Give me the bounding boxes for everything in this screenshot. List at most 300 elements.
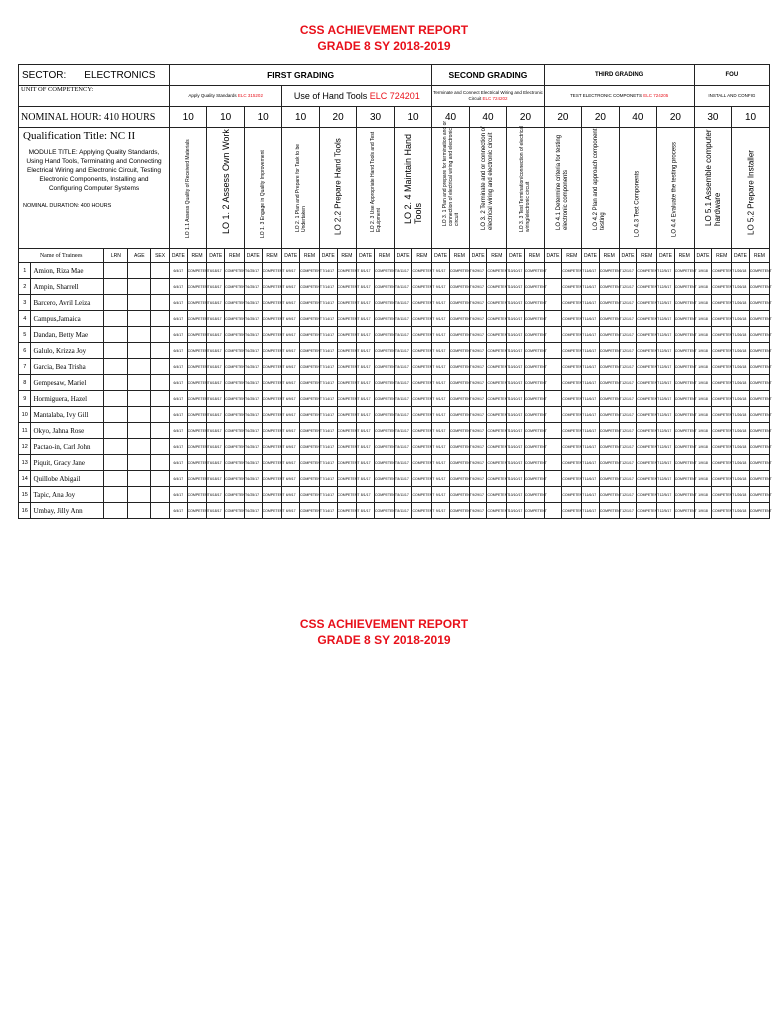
date-cell: 8/11/17 [394, 311, 412, 327]
sex-cell [151, 391, 170, 407]
rem-column-header: REM [524, 249, 544, 263]
date-cell: 6/25/17 [244, 503, 262, 519]
remark-cell: COMPETENT [262, 327, 282, 343]
date-cell: 11/6/17 [582, 471, 600, 487]
date-cell: 7/14/17 [319, 455, 337, 471]
remark-cell: COMPETENT [599, 279, 619, 295]
learning-outcome-label: LO 1. 2 Assess Own Work [220, 129, 231, 234]
report-subtitle: GRADE 8 SY 2018-2019 [317, 39, 451, 53]
remark-cell: COMPETENT [449, 263, 469, 279]
date-cell: 9/1/17 [432, 279, 450, 295]
date-cell: 1/9/18 [694, 455, 712, 471]
remark-cell: COMPETENT [449, 471, 469, 487]
learning-outcome-label: LO 1.1 Assess Quality of Received Materials [185, 139, 192, 238]
remark-cell: COMPETENT [375, 263, 395, 279]
remark-cell: COMPETENT [187, 279, 207, 295]
date-cell: 6/9/17 [282, 343, 300, 359]
date-cell: 10/10/17 [507, 439, 525, 455]
trainee-row [19, 295, 770, 311]
sector-value: ELECTRONICS [84, 69, 156, 81]
remark-cell: COMPETENT [487, 343, 507, 359]
remark-cell: COMPETENT [300, 471, 320, 487]
remark-cell: COMPETENT [599, 311, 619, 327]
trainee-row [19, 375, 770, 391]
remark-cell: COMPETENT [524, 375, 544, 391]
date-cell: 8/11/17 [394, 471, 412, 487]
remark-cell: COMPETENT [599, 327, 619, 343]
remark-cell: COMPETENT [562, 471, 582, 487]
remark-cell: COMPETENT [712, 359, 732, 375]
remark-cell: COMPETENT [225, 263, 245, 279]
date-cell: 1/9/18 [694, 391, 712, 407]
remark-cell: COMPETENT [337, 375, 357, 391]
trainee-name: Galulo, Krizza Joy [31, 343, 104, 359]
date-column-header: DATE [507, 249, 525, 263]
rem-column-header: REM [225, 249, 245, 263]
lrn-cell [104, 311, 128, 327]
date-cell: 1/9/18 [694, 423, 712, 439]
nominal-hours-value: 10 [169, 107, 206, 128]
date-cell: 12/5/17 [657, 359, 675, 375]
date-cell: 6/25/17 [244, 295, 262, 311]
date-cell: 10/10/17 [507, 487, 525, 503]
date-cell: 1/26/18 [732, 455, 750, 471]
date-cell: 6/4/17 [169, 263, 187, 279]
sex-cell [151, 279, 170, 295]
date-cell: 6/9/17 [282, 487, 300, 503]
remark-cell: COMPETENT [300, 327, 320, 343]
remark-cell: COMPETENT [749, 455, 769, 471]
date-cell: 6/9/17 [282, 295, 300, 311]
remark-cell: COMPETENT [674, 295, 694, 311]
date-cell: 12/1/17 [619, 423, 637, 439]
date-column-header: DATE [544, 249, 562, 263]
trainee-row [19, 263, 770, 279]
date-cell: 8/11/17 [394, 343, 412, 359]
remark-cell: COMPETENT [524, 295, 544, 311]
date-cell: 7/14/17 [319, 391, 337, 407]
remark-cell: COMPETENT [599, 359, 619, 375]
remark-cell: COMPETENT [637, 279, 657, 295]
date-column-header: DATE [207, 249, 225, 263]
sex-cell [151, 359, 170, 375]
unit-install-configure [694, 86, 769, 107]
achievement-table [18, 64, 770, 519]
date-cell: 8/11/17 [394, 263, 412, 279]
date-cell: 6/18/17 [207, 359, 225, 375]
remark-cell: COMPETENT [337, 311, 357, 327]
unit-hand-tools [282, 86, 432, 107]
date-cell: 1/9/18 [694, 311, 712, 327]
rem-column-header: REM [375, 249, 395, 263]
remark-cell: COMPETENT [449, 327, 469, 343]
date-cell: 6/25/17 [244, 487, 262, 503]
remark-cell: COMPETENT [562, 295, 582, 311]
remark-cell: COMPETENT [187, 359, 207, 375]
trainee-name: Umbay, Jilly Ann [31, 503, 104, 519]
remark-cell: COMPETENT [449, 455, 469, 471]
date-cell: 8/11/17 [394, 407, 412, 423]
remark-cell: COMPETENT [337, 487, 357, 503]
remark-cell: COMPETENT [187, 263, 207, 279]
trainee-row [19, 503, 770, 519]
date-cell: 8/1/17 [357, 263, 375, 279]
remark-cell: COMPETENT [262, 359, 282, 375]
remark-cell: COMPETENT [225, 503, 245, 519]
trainee-name: Mantalaba, Ivy Gill [31, 407, 104, 423]
nominal-hours-value: 20 [582, 107, 619, 128]
row-number: 16 [19, 503, 31, 519]
date-cell: 6/25/17 [244, 327, 262, 343]
learning-outcome-header [694, 128, 731, 249]
date-cell: 12/5/17 [657, 503, 675, 519]
remark-cell: COMPETENT [674, 263, 694, 279]
remark-cell: COMPETENT [375, 375, 395, 391]
trainee-name: Amion, Riza Mae [31, 263, 104, 279]
remark-cell: COMPETENT [337, 439, 357, 455]
date-cell: 1/9/18 [694, 343, 712, 359]
remark-cell: COMPETENT [187, 407, 207, 423]
date-cell: 6/9/17 [282, 439, 300, 455]
remark-cell: COMPETENT [449, 407, 469, 423]
remark-cell: COMPETENT [599, 471, 619, 487]
remark-cell: COMPETENT [449, 295, 469, 311]
remark-cell: COMPETENT [187, 503, 207, 519]
date-cell: 6/4/17 [169, 439, 187, 455]
date-cell: 6/18/17 [207, 471, 225, 487]
date-cell: 10/10/17 [507, 311, 525, 327]
date-cell: 11/6/17 [582, 279, 600, 295]
date-cell: 7/14/17 [319, 327, 337, 343]
date-cell: 10/10/17 [507, 359, 525, 375]
learning-outcome-header [619, 128, 656, 249]
date-cell: 11/6/17 [582, 359, 600, 375]
date-cell: 8/11/17 [394, 503, 412, 519]
remark-cell: COMPETENT [225, 343, 245, 359]
remark-cell: COMPETENT [712, 263, 732, 279]
remark-cell: COMPETENT [262, 391, 282, 407]
date-cell: 9/1/17 [432, 295, 450, 311]
remark-cell: COMPETENT [487, 279, 507, 295]
remark-cell: COMPETENT [599, 343, 619, 359]
date-cell: 8/11/17 [394, 279, 412, 295]
date-cell: 12/1/17 [619, 487, 637, 503]
date-cell: 6/25/17 [244, 455, 262, 471]
date-cell: 6/18/17 [207, 263, 225, 279]
date-cell: 12/1/17 [619, 375, 637, 391]
date-cell: 6/18/17 [207, 343, 225, 359]
date-cell: 12/5/17 [657, 407, 675, 423]
fourth-grading-header: FOU [694, 65, 769, 86]
trainee-name: Okyo, Jahna Rose [31, 423, 104, 439]
remark-cell: COMPETENT [262, 375, 282, 391]
date-cell: 9/1/17 [432, 423, 450, 439]
date-column-header: DATE [732, 249, 750, 263]
date-cell: 9/29/17 [469, 487, 487, 503]
date-cell: 11/6/17 [582, 263, 600, 279]
lrn-cell [104, 327, 128, 343]
remark-cell: COMPETENT [449, 439, 469, 455]
remark-cell: COMPETENT [375, 343, 395, 359]
remark-cell: COMPETENT [300, 503, 320, 519]
nominal-hours-value: 30 [694, 107, 731, 128]
qualification-title: Qualification Title: NC II [23, 130, 136, 142]
date-cell: 8/1/17 [357, 375, 375, 391]
lrn-cell [104, 343, 128, 359]
remark-cell: COMPETENT [412, 263, 432, 279]
date-column-header: DATE [657, 249, 675, 263]
remark-cell: COMPETENT [674, 503, 694, 519]
date-cell: 7/14/17 [319, 295, 337, 311]
remark-cell: COMPETENT [225, 455, 245, 471]
remark-cell: COMPETENT [749, 327, 769, 343]
remark-cell: COMPETENT [225, 487, 245, 503]
remark-cell: COMPETENT [262, 343, 282, 359]
remark-cell: COMPETENT [337, 295, 357, 311]
sex-cell [151, 423, 170, 439]
trainee-row [19, 359, 770, 375]
date-column-header: DATE [244, 249, 262, 263]
date-cell: 9/29/17 [469, 407, 487, 423]
remark-cell: COMPETENT [712, 487, 732, 503]
remark-cell: COMPETENT [449, 391, 469, 407]
remark-cell: COMPETENT [225, 279, 245, 295]
remark-cell: COMPETENT [300, 407, 320, 423]
remark-cell: COMPETENT [262, 487, 282, 503]
trainee-name: Gempesaw, Mariel [31, 375, 104, 391]
unit-code: ELC 315202 [237, 93, 263, 98]
date-cell: 6/9/17 [282, 423, 300, 439]
report-title: CSS ACHIEVEMENT REPORT [299, 23, 469, 37]
remark-cell: COMPETENT [412, 407, 432, 423]
remark-cell: COMPETENT [749, 439, 769, 455]
remark-cell: COMPETENT [225, 359, 245, 375]
date-cell: 9/29/17 [469, 439, 487, 455]
remark-cell: COMPETENT [637, 423, 657, 439]
remark-cell: COMPETENT [524, 311, 544, 327]
date-cell: 10/10/17 [507, 455, 525, 471]
date-cell: 6/18/17 [207, 295, 225, 311]
trainee-row [19, 471, 770, 487]
date-cell: 11/6/17 [582, 487, 600, 503]
unit-text: INSTALL AND CONFIG [708, 93, 756, 98]
date-cell: 6/9/17 [282, 375, 300, 391]
date-cell: 6/9/17 [282, 311, 300, 327]
date-cell: 7/14/17 [319, 407, 337, 423]
age-cell [128, 391, 151, 407]
remark-cell: COMPETENT [562, 439, 582, 455]
remark-cell: COMPETENT [712, 423, 732, 439]
date-cell: 9/29/17 [469, 279, 487, 295]
rem-column-header: REM [449, 249, 469, 263]
remark-cell: COMPETENT [749, 279, 769, 295]
rem-column-header: REM [562, 249, 582, 263]
remark-cell: COMPETENT [712, 375, 732, 391]
remark-cell: COMPETENT [599, 375, 619, 391]
remark-cell: COMPETENT [712, 311, 732, 327]
remark-cell: COMPETENT [562, 423, 582, 439]
remark-cell: COMPETENT [599, 439, 619, 455]
trainee-row [19, 423, 770, 439]
remark-cell: COMPETENT [337, 407, 357, 423]
row-number: 5 [19, 327, 31, 343]
date-cell: 8/1/17 [357, 439, 375, 455]
trainee-name: Quillobe Abigail [31, 471, 104, 487]
remark-cell: COMPETENT [225, 327, 245, 343]
date-cell: 11/6/17 [582, 391, 600, 407]
date-cell: 7/14/17 [319, 263, 337, 279]
remark-cell: COMPETENT [712, 391, 732, 407]
row-number: 8 [19, 375, 31, 391]
learning-outcome-header [207, 128, 244, 249]
learning-outcome-header [169, 128, 206, 249]
date-cell: 10/10/17 [507, 295, 525, 311]
date-cell: 11/6/17 [582, 375, 600, 391]
remark-cell: COMPETENT [637, 327, 657, 343]
remark-cell: COMPETENT [674, 343, 694, 359]
remark-cell: COMPETENT [375, 455, 395, 471]
remark-cell: COMPETENT [187, 311, 207, 327]
remark-cell: COMPETENT [187, 391, 207, 407]
remark-cell: COMPETENT [562, 311, 582, 327]
date-cell: 8/1/17 [357, 471, 375, 487]
date-cell: 12/5/17 [657, 311, 675, 327]
date-cell: 9/1/17 [432, 263, 450, 279]
trainee-name: Tapic, Ana Joy [31, 487, 104, 503]
remark-cell: COMPETENT [187, 423, 207, 439]
remark-cell: COMPETENT [749, 263, 769, 279]
date-cell: 1/26/18 [732, 471, 750, 487]
date-cell: 8/11/17 [394, 455, 412, 471]
trainee-row [19, 327, 770, 343]
remark-cell: COMPETENT [300, 455, 320, 471]
date-cell: 1/26/18 [732, 407, 750, 423]
age-column-header: AGE [128, 249, 151, 263]
date-cell: 6/4/17 [169, 343, 187, 359]
date-cell: 10/10/17 [507, 375, 525, 391]
remark-cell: COMPETENT [375, 359, 395, 375]
module-title: MODULE TITLE: Applying Quality Standards, Using Hand Tools, Terminating and Connecting Electrical Wiring and Electronic Circuit, Testing Electronic Components, Installing and Configuring Computer Systems [26, 149, 162, 192]
date-cell: 1/26/18 [732, 391, 750, 407]
remark-cell: COMPETENT [412, 455, 432, 471]
remark-cell: COMPETENT [562, 487, 582, 503]
date-cell: 6/18/17 [207, 391, 225, 407]
unit-code: ELC 724205 [643, 93, 669, 98]
date-cell: 1/9/18 [694, 359, 712, 375]
date-cell: 6/25/17 [244, 359, 262, 375]
remark-cell: COMPETENT [674, 423, 694, 439]
date-cell: 9/29/17 [469, 295, 487, 311]
date-cell: 12/1/17 [619, 391, 637, 407]
date-cell: 12/5/17 [657, 375, 675, 391]
date-cell: 9/29/17 [469, 263, 487, 279]
remark-cell: COMPETENT [524, 359, 544, 375]
remark-cell: COMPETENT [712, 471, 732, 487]
date-cell: 8/1/17 [357, 327, 375, 343]
remark-cell: COMPETENT [375, 327, 395, 343]
learning-outcome-label: LO 1. 3 Engage in Quality Improvement [260, 150, 267, 238]
lrn-cell [104, 295, 128, 311]
date-column-header: DATE [582, 249, 600, 263]
remark-cell: COMPETENT [599, 423, 619, 439]
remark-cell: COMPETENT [225, 471, 245, 487]
remark-cell: COMPETENT [412, 471, 432, 487]
date-cell: 6/25/17 [244, 439, 262, 455]
row-number: 12 [19, 439, 31, 455]
unit-text: Apply Quality Standards [188, 93, 238, 98]
lrn-column-header: LRN [104, 249, 128, 263]
remark-cell: COMPETENT [749, 311, 769, 327]
date-cell: 10/10/17 [507, 503, 525, 519]
date-cell: 1/26/18 [732, 343, 750, 359]
rem-column-header: REM [712, 249, 732, 263]
date-column-header: DATE [694, 249, 712, 263]
date-column-header: DATE [394, 249, 412, 263]
age-cell [128, 279, 151, 295]
remark-cell: COMPETENT [637, 391, 657, 407]
trainee-row [19, 311, 770, 327]
trainee-name: Pactao-in, Carl John [31, 439, 104, 455]
date-column-header: DATE [319, 249, 337, 263]
age-cell [128, 359, 151, 375]
remark-cell: COMPETENT [712, 455, 732, 471]
learning-outcome-label: LO 3. 1 Plan and prepare for termination and or connection of electrical wiring and electronic circuit [441, 120, 460, 226]
remark-cell: COMPETENT [562, 455, 582, 471]
date-cell: 6/9/17 [282, 279, 300, 295]
remark-cell: COMPETENT [712, 295, 732, 311]
remark-cell: COMPETENT [487, 375, 507, 391]
remark-cell: COMPETENT [187, 327, 207, 343]
report-title-bottom [0, 616, 768, 648]
row-number: 7 [19, 359, 31, 375]
remark-cell: COMPETENT [562, 279, 582, 295]
remark-cell: COMPETENT [637, 359, 657, 375]
remark-cell: COMPETENT [300, 487, 320, 503]
age-cell [128, 487, 151, 503]
remark-cell: COMPETENT [487, 471, 507, 487]
remark-cell: COMPETENT [375, 423, 395, 439]
remark-cell: COMPETENT [599, 407, 619, 423]
rem-column-header: REM [187, 249, 207, 263]
row-number: 2 [19, 279, 31, 295]
remark-cell: COMPETENT [300, 391, 320, 407]
date-cell: 12/5/17 [657, 487, 675, 503]
report-title: CSS ACHIEVEMENT REPORT [299, 617, 469, 631]
sector-cell [19, 65, 170, 86]
row-number: 14 [19, 471, 31, 487]
sex-cell [151, 487, 170, 503]
unit-text: TEST ELECTRONIC COMPONETS [570, 93, 644, 98]
date-cell: 6/18/17 [207, 327, 225, 343]
remark-cell: COMPETENT [375, 503, 395, 519]
date-cell: 11/6/17 [582, 423, 600, 439]
remark-cell: COMPETENT [412, 391, 432, 407]
date-cell: 9/1/17 [432, 391, 450, 407]
date-cell: 9/29/17 [469, 503, 487, 519]
date-cell: 7/14/17 [319, 487, 337, 503]
learning-outcome-label: LO 2. 3 Use Appropriate Hand Tools and Test Equipment [369, 131, 382, 232]
date-cell: 1/9/18 [694, 295, 712, 311]
nominal-hours-value: 10 [732, 107, 770, 128]
date-cell: 6/9/17 [282, 455, 300, 471]
date-cell: 12/1/17 [619, 311, 637, 327]
remark-cell: COMPETENT [487, 295, 507, 311]
learning-outcome-header [394, 128, 432, 249]
date-cell: 6/4/17 [169, 423, 187, 439]
remark-cell: COMPETENT [225, 375, 245, 391]
remark-cell: COMPETENT [412, 279, 432, 295]
trainee-row [19, 391, 770, 407]
